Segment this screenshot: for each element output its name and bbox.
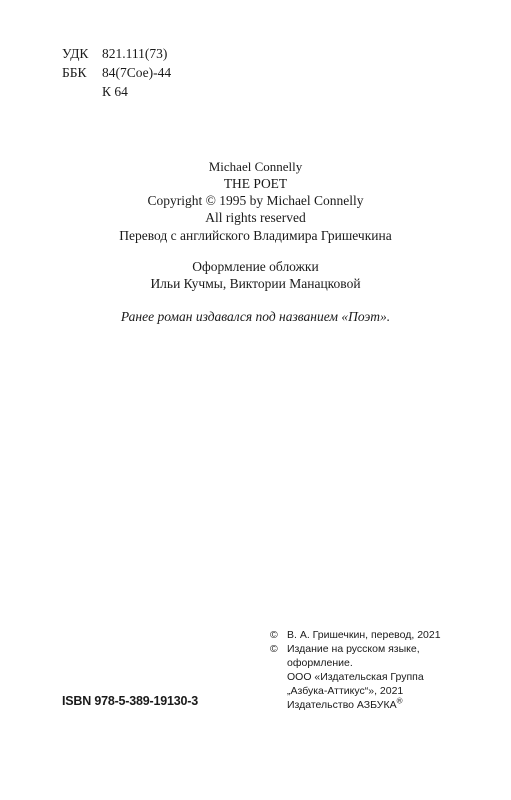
udk-value: 821.111(73) [102,46,168,61]
copyright-line: Copyright © 1995 by Michael Connelly [147,193,364,208]
previous-title-note: Ранее роман издавался под названием «Поэт». [120,309,391,324]
bbk-row [62,63,171,82]
edition-copyright [270,642,441,656]
publisher-line [270,698,441,712]
bbk-label: ББК [62,65,87,80]
copyright-symbol: © [270,629,278,641]
author-mark-row [62,82,171,101]
edition-copyright-text: Издание на русском языке, [287,643,420,655]
translation-copyright-text: В. А. Гришечкин, перевод, 2021 [287,629,441,641]
author-mark: К 64 [102,84,128,99]
udk-label: УДК [62,46,89,61]
translator-credit: Перевод с английского Владимира Гришечкина [119,228,392,243]
catalog-block [62,44,171,101]
cover-design-names: Ильи Кучмы, Виктории Манацковой [150,276,361,291]
cover-design-credit [0,258,511,292]
publisher-group-line: ООО «Издательская Группа [287,671,424,683]
isbn: ISBN 978-5-389-19130-3 [62,694,198,708]
translation-copyright [270,628,441,642]
registered-mark: ® [396,696,403,706]
original-author: Michael Connelly [208,159,303,174]
original-title: THE POET [223,176,288,191]
publisher-name: Издательство АЗБУКА [287,699,397,711]
copyright-symbol: © [270,643,278,655]
bbk-value: 84(7Сое)-44 [102,65,172,80]
publisher-group-name-line: „Азбука-Аттикус“», 2021 [287,685,404,697]
copyright-notices [270,628,441,712]
rights-line: All rights reserved [205,210,306,225]
cover-design-heading: Оформление обложки [192,259,319,274]
original-credits [0,158,511,226]
edition-copyright-line: оформление. [287,657,353,669]
udk-row [62,44,171,63]
